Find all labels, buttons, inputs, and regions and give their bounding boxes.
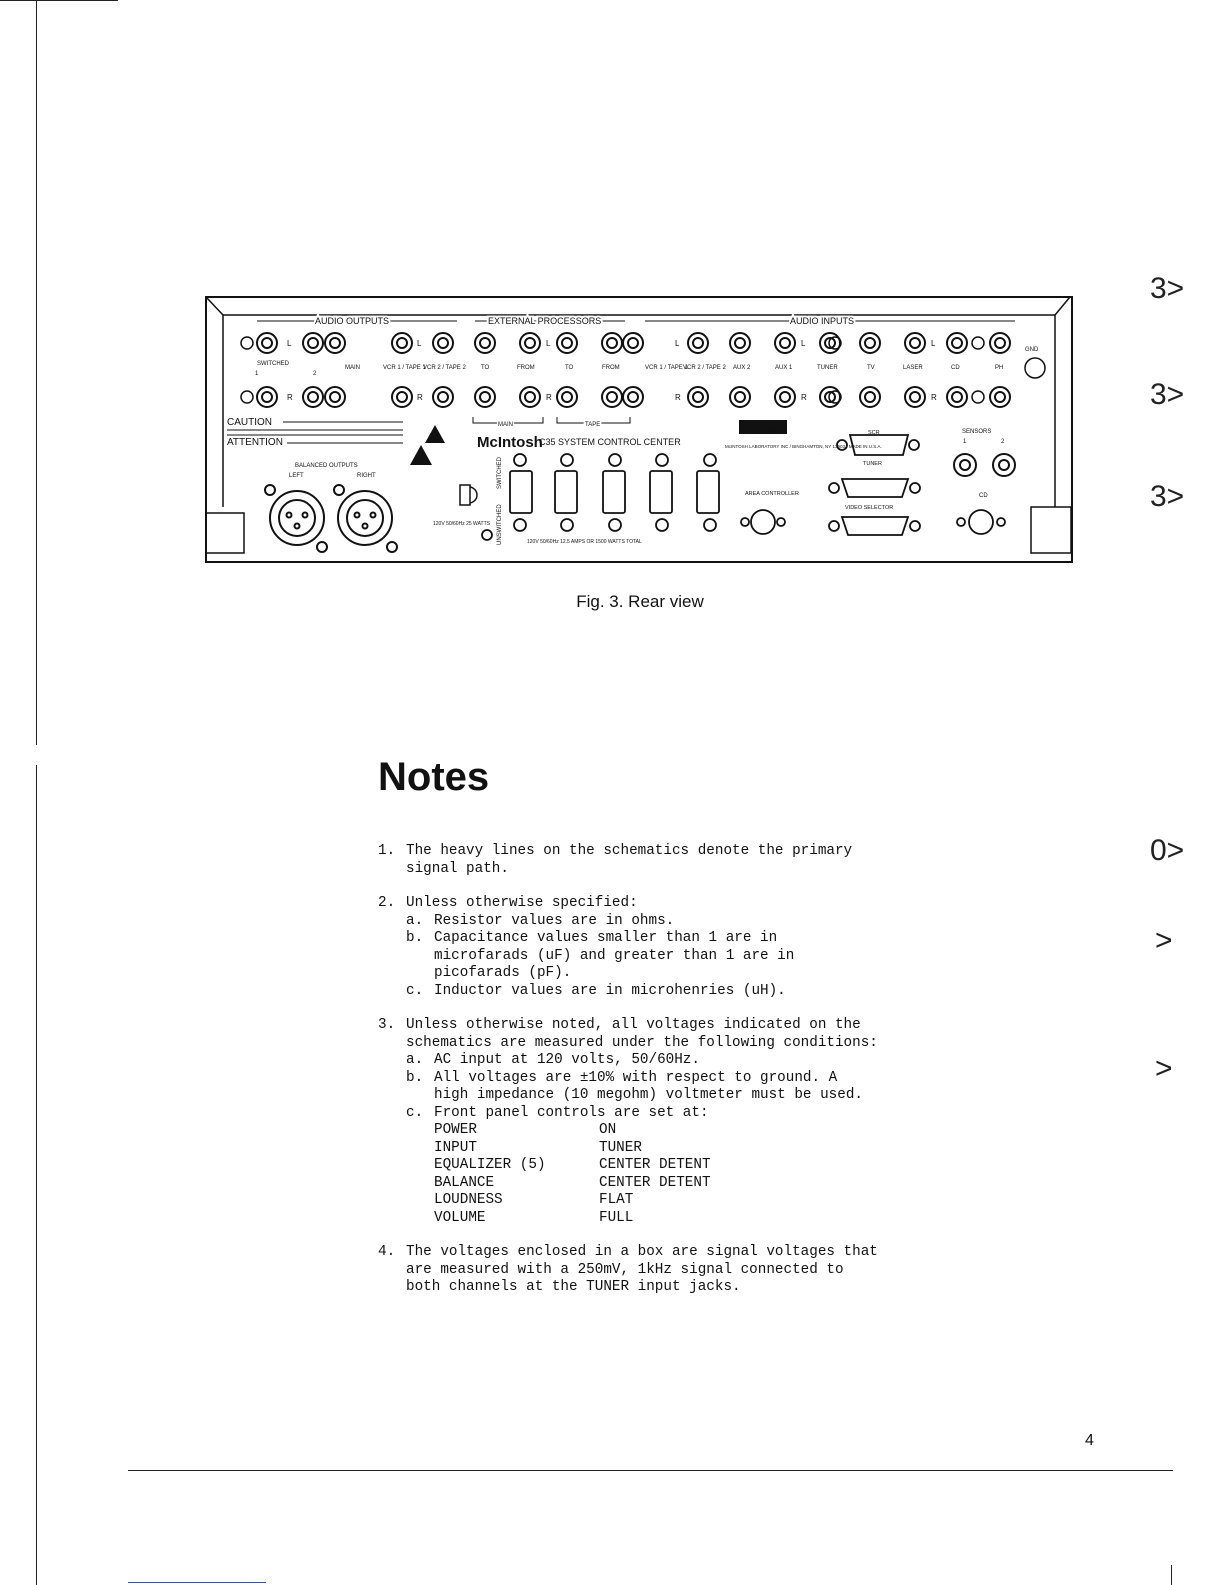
sub-text: Capacitance values smaller than 1 are in microfarads (uF) and greater than 1 are in picofarads (pF). — [434, 930, 795, 981]
balanced-right-label: RIGHT — [357, 473, 376, 479]
note-4 — [378, 1244, 938, 1297]
control-value: CENTER DETENT — [599, 1174, 711, 1191]
figure-caption: Fig. 3. Rear view — [576, 592, 704, 611]
control-row-loudness — [434, 1192, 938, 1210]
control-row-equalizer — [434, 1157, 938, 1175]
margin-mark-2: 3> — [1150, 378, 1185, 411]
rear-panel-drawing — [205, 285, 1075, 570]
attention-label: ATTENTION — [227, 437, 283, 448]
unswitched-label: UNSWITCHED — [497, 504, 503, 545]
jack-label-cd: CD — [951, 365, 960, 371]
left-margin-line-upper — [36, 0, 37, 745]
jack-label-switched: SWITCHED — [257, 361, 289, 367]
sub-letter: a. — [406, 912, 424, 929]
notes-list — [378, 843, 938, 1314]
control-name: BALANCE — [434, 1174, 495, 1191]
note-2 — [378, 895, 938, 1000]
jack-label-2: 2 — [313, 371, 317, 377]
ch-mark-r-3: R — [546, 393, 552, 402]
margin-mark-6: > — [1155, 1052, 1173, 1085]
chassis-bevel-right — [1055, 297, 1070, 507]
ch-mark-l-3: L — [546, 339, 551, 348]
jack-row-bottom — [241, 387, 1010, 407]
note-text: Unless otherwise specified: — [406, 895, 638, 911]
ac-outlets — [482, 454, 719, 540]
balanced-outputs-label: BALANCED OUTPUTS — [295, 463, 358, 469]
jack-label-laser: LASER — [903, 365, 923, 371]
margin-mark-5: > — [1155, 924, 1173, 957]
control-name: VOLUME — [434, 1209, 486, 1226]
scr-label-top: SCR — [868, 430, 880, 436]
notes-title: Notes — [378, 755, 490, 799]
control-row-volume — [434, 1210, 938, 1228]
right-foot — [1031, 507, 1071, 553]
jack-label-1: 1 — [255, 371, 259, 377]
ch-mark-r-2: R — [417, 393, 423, 402]
dsub-connectors — [829, 435, 920, 535]
control-name: LOUDNESS — [434, 1192, 503, 1208]
left-foot — [206, 513, 244, 553]
rear-view-figure — [205, 285, 1075, 570]
main-bracket-label: MAIN — [498, 422, 513, 428]
note-number: 2. — [378, 895, 396, 911]
sub-letter: b. — [406, 930, 424, 946]
note-1 — [378, 843, 938, 878]
cd-connector — [957, 510, 1005, 534]
margin-mark-4: 0> — [1150, 834, 1185, 867]
note-number: 3. — [378, 1017, 396, 1033]
sub-text: Front panel controls are set at: — [434, 1104, 709, 1121]
ch-mark-l-4: L — [675, 339, 680, 348]
note-number: 4. — [378, 1244, 396, 1260]
sub-letter: b. — [406, 1069, 424, 1086]
jack-row-top — [241, 333, 1045, 378]
sub-letter: c. — [406, 1104, 424, 1121]
jack-label-aux2: AUX 2 — [733, 365, 751, 371]
jack-label-gnd: GND — [1025, 347, 1039, 353]
page-number: 4 — [1085, 1432, 1094, 1449]
top-left-rule — [0, 0, 118, 1]
control-value: FLAT — [599, 1192, 634, 1208]
jack-label-to-1: TO — [481, 365, 490, 371]
control-row-input — [434, 1140, 938, 1158]
power-rating: 120V 50/60Hz 25 WATTS — [433, 521, 490, 527]
jack-label-from-2: FROM — [602, 365, 620, 371]
jack-label-to-2: TO — [565, 365, 574, 371]
ch-mark-r-4: R — [675, 393, 681, 402]
control-value: FULL — [599, 1209, 634, 1226]
sensor-1-label: 1 — [963, 439, 967, 445]
jack-label-aux1: AUX 1 — [775, 365, 793, 371]
control-value: ON — [599, 1122, 617, 1138]
audio-inputs-label: AUDIO INPUTS — [790, 316, 855, 326]
area-controller-connector — [741, 510, 785, 534]
jack-label-vcr1-tape1: VCR 1 / TAPE 1 — [383, 365, 426, 371]
bottom-rule — [128, 1470, 1173, 1471]
model-line: C35 SYSTEM CONTROL CENTER — [539, 437, 681, 447]
jack-label-main: MAIN — [345, 365, 360, 371]
external-processors-label: EXTERNAL PROCESSORS — [488, 316, 602, 326]
sensor-2-label: 2 — [1001, 439, 1005, 445]
jack-label-tuner: TUNER — [817, 365, 838, 371]
ch-mark-l-6: L — [931, 339, 936, 348]
control-row-balance — [434, 1175, 938, 1193]
control-name: INPUT — [434, 1139, 477, 1156]
jack-label-vcr2-tape2-in: VCR 2 / TAPE 2 — [683, 365, 726, 371]
balanced-left-label: LEFT — [289, 473, 304, 479]
audio-outputs-label: AUDIO OUTPUTS — [315, 316, 390, 326]
outlet-rating: 120V 50/60Hz 12.5 AMPS OR 1500 WATTS TOTAL — [527, 539, 642, 545]
ch-mark-l-2: L — [417, 339, 422, 348]
sub-text: AC input at 120 volts, 50/60Hz. — [434, 1052, 700, 1068]
cd-connector-label: CD — [979, 493, 988, 499]
jack-label-vcr1-tape1-in: VCR 1 / TAPE 1 — [645, 365, 688, 371]
switched-label: SWITCHED — [497, 457, 503, 489]
jack-label-tv: TV — [867, 365, 875, 371]
control-name: POWER — [434, 1122, 477, 1138]
sub-letter: c. — [406, 982, 424, 999]
note-3b — [406, 1070, 938, 1105]
caution-label: CAUTION — [227, 417, 272, 428]
margin-mark-1: 3> — [1150, 272, 1185, 305]
xlr-connectors — [265, 485, 397, 552]
ch-mark-r-5: R — [801, 393, 807, 402]
ch-mark-r-6: R — [931, 393, 937, 402]
sensor-jacks — [954, 454, 1015, 476]
sub-text: Inductor values are in microhenries (uH). — [434, 982, 786, 999]
power-receptacle — [460, 485, 477, 505]
sensors-label: SENSORS — [962, 429, 992, 435]
warning-triangle-icon-1 — [425, 425, 445, 443]
control-value: CENTER DETENT — [599, 1157, 711, 1173]
ch-mark-l-1: L — [287, 339, 292, 348]
tape-bracket-label: TAPE — [585, 422, 601, 428]
sub-text: All voltages are ±10% with respect to ground. A high impedance (10 megohm) voltmeter must be used. — [434, 1069, 863, 1103]
jack-label-from-1: FROM — [517, 365, 535, 371]
sub-letter: a. — [406, 1052, 424, 1068]
note-3c — [406, 1105, 938, 1123]
note-text: The heavy lines on the schematics denote the primary signal path. — [406, 843, 853, 877]
note-2a — [406, 913, 938, 931]
sub-text: Resistor values are in ohms. — [434, 912, 675, 929]
jack-label-vcr2-tape2: VCR 2 / TAPE 2 — [423, 365, 466, 371]
bottom-link-underline — [128, 1582, 266, 1583]
ch-mark-l-5: L — [801, 339, 806, 348]
left-margin-line-lower — [36, 765, 37, 1585]
right-edge-tick — [1171, 1565, 1172, 1585]
control-value: TUNER — [599, 1139, 642, 1156]
note-3 — [378, 1017, 938, 1227]
warning-triangle-icon-2 — [410, 445, 432, 465]
tuner-dsub-label: TUNER — [863, 461, 882, 467]
chassis-bevel-left — [206, 297, 223, 507]
note-2b — [406, 930, 938, 983]
control-name: EQUALIZER (5) — [434, 1157, 546, 1173]
maker-label: McINTOSH LABORATORY INC / BINGHAMTON, NY 13903 / MADE IN U.S.A. — [725, 444, 882, 449]
note-text: The voltages enclosed in a box are signal voltages that are measured with a 250mV, 1kHz signal connected to both channels at the TUNER input jacks. — [406, 1244, 878, 1295]
margin-mark-3: 3> — [1150, 480, 1185, 513]
control-row-power — [434, 1122, 938, 1140]
note-3a — [406, 1052, 938, 1070]
note-2c — [406, 983, 938, 1001]
area-controller-label: AREA CONTROLLER — [745, 491, 799, 497]
brand-logo: McIntosh — [477, 434, 543, 451]
note-text: Unless otherwise noted, all voltages indicated on the schematics are measured under the following conditions: — [406, 1017, 878, 1051]
serial-label: SERIAL NO — [750, 430, 777, 436]
jack-label-ph: PH — [995, 365, 1004, 371]
ch-mark-r-1: R — [287, 393, 293, 402]
video-selector-label: VIDEO SELECTOR — [845, 505, 894, 511]
note-number: 1. — [378, 843, 396, 859]
